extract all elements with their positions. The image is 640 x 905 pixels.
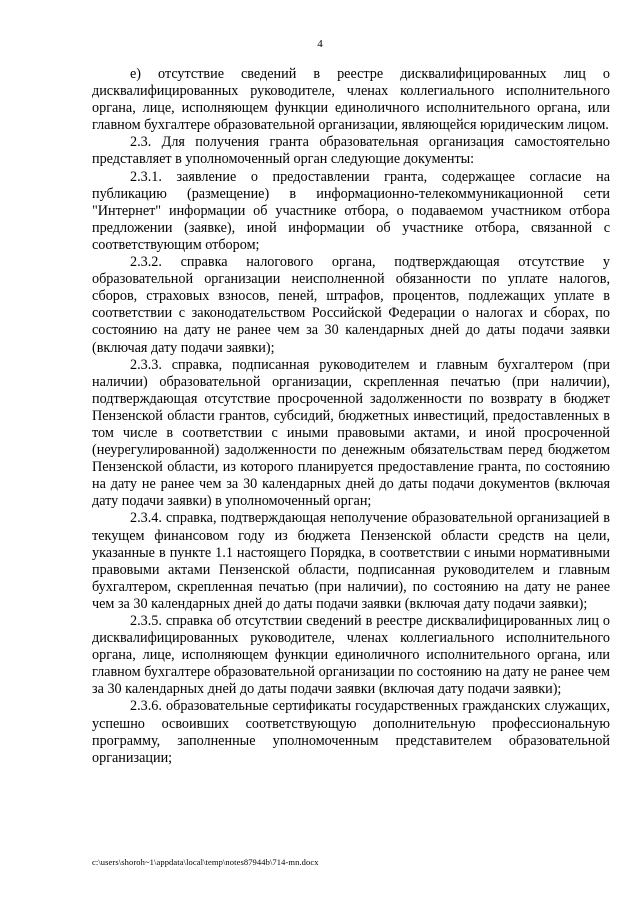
paragraph-2-3-1: 2.3.1. заявление о предоставлении гранта, содержащее согласие на публикацию (размещение) в информационно-телекоммуникационной сети "Интернет" информации об участнике отбора, о подаваемом участником отбора предложении (заявке), иной информации об участнике отбора, связанной с соответствующим отбором;: [92, 168, 610, 253]
paragraph-2-3-3: 2.3.3. справка, подписанная руководителем и главным бухгалтером (при наличии) образовательной организации, скрепленная печатью (при наличии), подтверждающая отсутствие просроченной задолженности по возврату в бюджет Пензенской области грантов, субсидий, бюджетных инвестиций, предоставленных в том числе в соответствии с иными правовыми актами, и иной просроченной (неурегулированной) задолженности по денежным обязательствам перед бюджетом Пензенской области, из которого планируется предоставление гранта, по состоянию на дату не ранее чем за 30 календарных дней до даты подачи документов (включая дату подачи заявки) в уполномоченный орган;: [92, 356, 610, 510]
paragraph-2-3-5: 2.3.5. справка об отсутствии сведений в реестре дисквалифицированных лиц о дисквалифицированных руководителе, членах коллегиального исполнительного органа, лице, исполняющем функции единоличного исполнительного органа, или главном бухгалтере образовательной организации по состоянию на дату не ранее чем за 30 календарных дней до даты подачи заявки (включая дату подачи заявки);: [92, 613, 610, 698]
page-number: 4: [317, 38, 323, 50]
paragraph-2-3-6: 2.3.6. образовательные сертификаты государственных гражданских служащих, успешно освоивших соответствующую дополнительную профессиональную программу, заполненные уполномоченным представителем образовательной организации;: [92, 698, 610, 766]
paragraph-e: е) отсутствие сведений в реестре дисквалифицированных лиц о дисквалифицированных руководителе, членах коллегиального исполнительного органа, лице, исполняющем функции единоличного исполнительного органа, или главном бухгалтере образовательной организации, являющейся юридическим лицом.: [92, 66, 610, 134]
document-body: [92, 66, 610, 767]
footer-file-path: c:\users\shoroh~1\appdata\local\temp\notes87944b\714-mn.docx: [92, 857, 319, 867]
paragraph-2-3: 2.3. Для получения гранта образовательная организация самостоятельно представляет в уполномоченный орган следующие документы:: [92, 134, 610, 168]
paragraph-2-3-2: 2.3.2. справка налогового органа, подтверждающая отсутствие у образовательной организации неисполненной обязанности по уплате налогов, сборов, страховых взносов, пеней, штрафов, процентов, подлежащих уплате в соответствии с законодательством Российской Федерации о налогах и сборах, по состоянию на дату не ранее чем за 30 календарных дней до даты подачи заявки (включая дату подачи заявки);: [92, 254, 610, 356]
paragraph-2-3-4: 2.3.4. справка, подтверждающая неполучение образовательной организацией в текущем финансовом году из бюджета Пензенской области средств на цели, указанные в пункте 1.1 настоящего Порядка, в соответствии с иными нормативными правовыми актами Пензенской области, подписанная руководителем и главным бухгалтером, скрепленная печатью (при наличии), по состоянию на дату не ранее чем за 30 календарных дней до даты подачи заявки (включая дату подачи заявки);: [92, 510, 610, 612]
